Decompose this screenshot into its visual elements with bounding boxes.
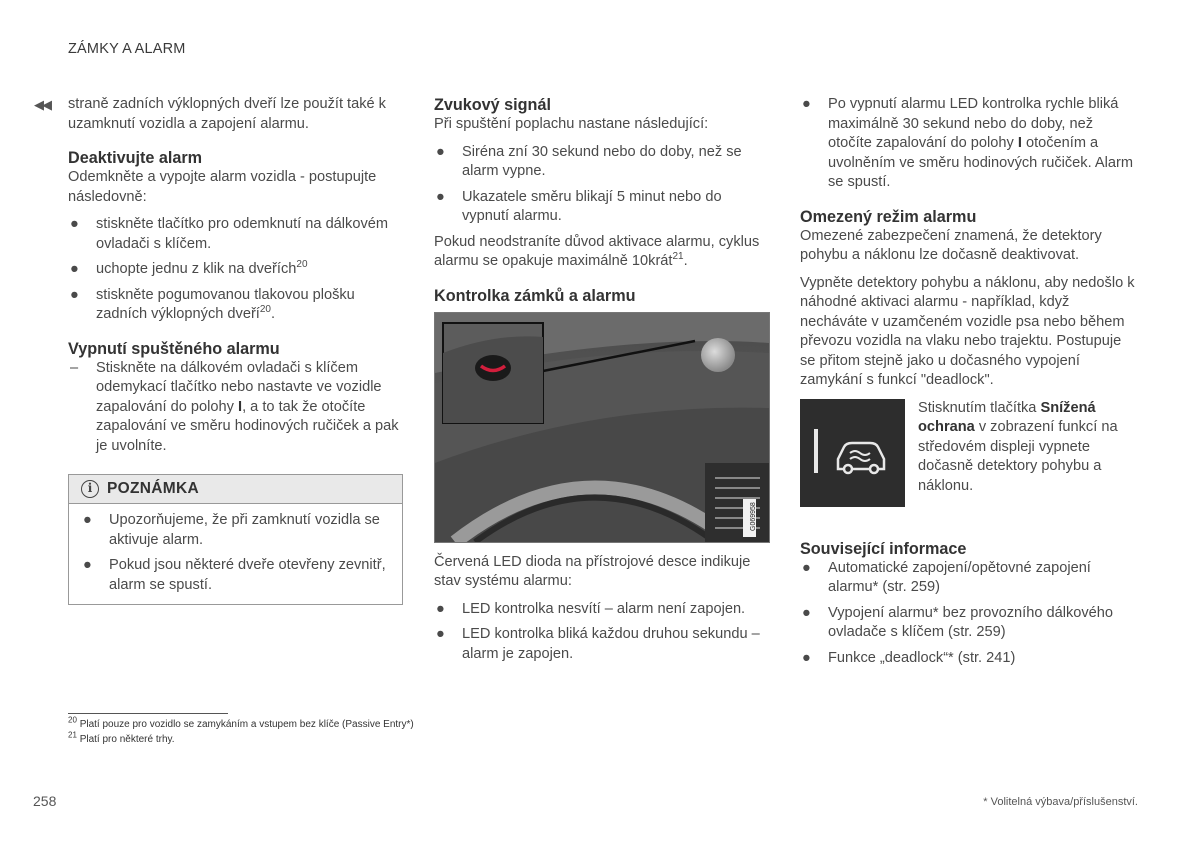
continued-arrow-icon: ◀◀ (34, 97, 50, 112)
footnote-ref: 20 (259, 304, 271, 316)
indicator-text: Červená LED dioda na přístrojové desce indikuje stav systému alarmu: (434, 553, 751, 589)
reduced-button-block (800, 399, 1136, 507)
column-1 (34, 95, 403, 605)
bullet-icon: ● (83, 512, 92, 528)
dashboard-illustration (435, 313, 769, 542)
image-code: G069958 (750, 501, 757, 531)
related-heading: Související informace (800, 539, 967, 558)
bullet-icon: ● (70, 261, 79, 277)
page-number: 258 (33, 793, 57, 809)
reduced-text-2: Vypněte detektory pohybu a náklonu, aby nedošlo k náhodné aktivaci alarmu - například, když necháváte v uzamčeném vozidle psa nebo během převozu vozidla na vlaku nebo trajektu. Postupuje se přitom stejně jako u dočasného vypojení zamykání s funkcí "deadlock". (800, 274, 1135, 388)
indicator-heading: Kontrolka zámků a alarmu (434, 286, 636, 305)
list-item: ● stiskněte tlačítko pro odemknutí na dálkovém ovladači s klíčem. (70, 216, 389, 252)
related-link[interactable]: ● Vypojení alarmu* bez provozního dálkového ovladače s klíčem (str. 259) (802, 604, 1114, 640)
footnote-divider (68, 713, 228, 714)
page-header: ZÁMKY A ALARM (68, 41, 186, 57)
reduced-button-text: Stisknutím tlačítka Snížená ochrana v zobrazení funkcí na středovém displeji vypnete dočasně detektory pohybu a náklonu. (918, 399, 1118, 494)
list-item: ● Pokud jsou některé dveře otevřeny zevnitř, alarm se spustí. (83, 557, 386, 593)
list-item: ● Upozorňujeme, že při zamknutí vozidla se aktivuje alarm. (83, 512, 380, 548)
deactivate-list (68, 215, 403, 325)
footnote-20: $^{20}$ Platí pouze pro vozidlo se zamykáním a vstupem bez klíče (Passive Entry*) (68, 715, 414, 730)
indicator-list (434, 600, 770, 665)
info-icon: i (81, 480, 99, 498)
reduced-heading: Omezený režim alarmu (800, 207, 977, 226)
bullet-icon: ● (436, 600, 445, 617)
bullet-icon: ● (436, 143, 445, 160)
list-item: ● uchopte jednu z klik na dveřích$^{20}$ (68, 260, 403, 280)
deactivate-text: Odemkněte a vypojte alarm vozidla - postupujte následovně: (68, 169, 377, 205)
reduced-protection-label: Snížená ochrana (918, 399, 1096, 435)
related-link[interactable]: ● Funkce „deadlock“* (str. 241) (800, 649, 1136, 669)
related-list (800, 559, 1136, 669)
bullet-icon: ● (436, 188, 445, 205)
list-item: ● stiskněte pogumovanou tlakovou plošku zadních výklopných dveří$^{20}$. (70, 286, 355, 322)
bullet-icon: ● (436, 626, 445, 642)
dashboard-photo (434, 312, 770, 543)
sound-heading: Zvukový signál (434, 96, 551, 114)
dash-marker: – (70, 359, 79, 376)
related-link[interactable]: ● Automatické zapojení/opětovné zapojení alarmu* (str. 259) (802, 559, 1091, 595)
reduced-protection-button-image (800, 399, 905, 507)
ignition-position: I (1017, 135, 1022, 151)
car-sensor-icon (800, 399, 905, 507)
sound-text: Při spuštění poplachu nastane následující: (434, 116, 709, 132)
reduced-text-1: Omezené zabezpečení znamená, že detektory pohybu a náklonu lze dočasně deaktivovat. (800, 227, 1102, 263)
bullet-icon: ● (802, 604, 811, 621)
footnote-21: $^{21}$ Platí pro některé trhy. (68, 730, 175, 745)
intro-text: straně zadních výklopných dveří lze použít také k uzamknutí vozidla a zapojení alarmu. (68, 96, 386, 132)
footnote-ref: 20 (296, 259, 308, 271)
list-item: ● Po vypnutí alarmu LED kontrolka rychle bliká maximálně 30 sekund nebo do doby, než otočíte zapalování do polohy I otočením a uvolněním ve směru hodinových ručiček. Alarm se spustí. (802, 96, 1133, 190)
sound-list (434, 143, 770, 227)
note-header (69, 475, 402, 504)
triggered-list (68, 359, 403, 457)
list-item: ● Ukazatele směru blikají 5 minut nebo do vypnutí alarmu. (436, 188, 722, 224)
list-item: ● Siréna zní 30 sekund nebo do doby, než se alarm vypne. (436, 143, 742, 179)
list-item: ● LED kontrolka nesvítí – alarm není zapojen. (434, 600, 770, 620)
bullet-icon: ● (83, 557, 92, 573)
footnote-ref: 21 (672, 251, 684, 263)
triggered-heading: Vypnutí spuštěného alarmu (68, 339, 280, 358)
note-body (69, 504, 402, 604)
optional-equipment-note: * Volitelná výbava/příslušenství. (983, 796, 1138, 808)
column-2 (434, 95, 770, 664)
note-box (68, 474, 403, 605)
bullet-icon: ● (802, 559, 811, 576)
note-title: POZNÁMKA (107, 480, 199, 498)
deactivate-heading: Deaktivujte alarm (68, 149, 203, 167)
list-item: – Stiskněte na dálkovém ovladači s klíčem odemykací tlačítko nebo nastavte ve vozidle zapalování do polohy I, a to tak že otočíte zapalování ve směru hodinových ručiček a pak je uvolníte. (70, 359, 399, 454)
list-item: ● LED kontrolka bliká každou druhou sekundu – alarm je zapojen. (436, 626, 760, 662)
ignition-position: I (238, 398, 243, 415)
bullet-icon: ● (70, 216, 79, 232)
led-list (800, 95, 1136, 193)
bullet-icon: ● (802, 96, 811, 112)
bullet-icon: ● (802, 649, 811, 666)
column-3 (800, 95, 1136, 668)
sound-after-text: Pokud neodstraníte důvod aktivace alarmu, cyklus alarmu se opakuje maximálně 10krát$^{21}$. (434, 233, 760, 269)
bullet-icon: ● (70, 286, 79, 303)
